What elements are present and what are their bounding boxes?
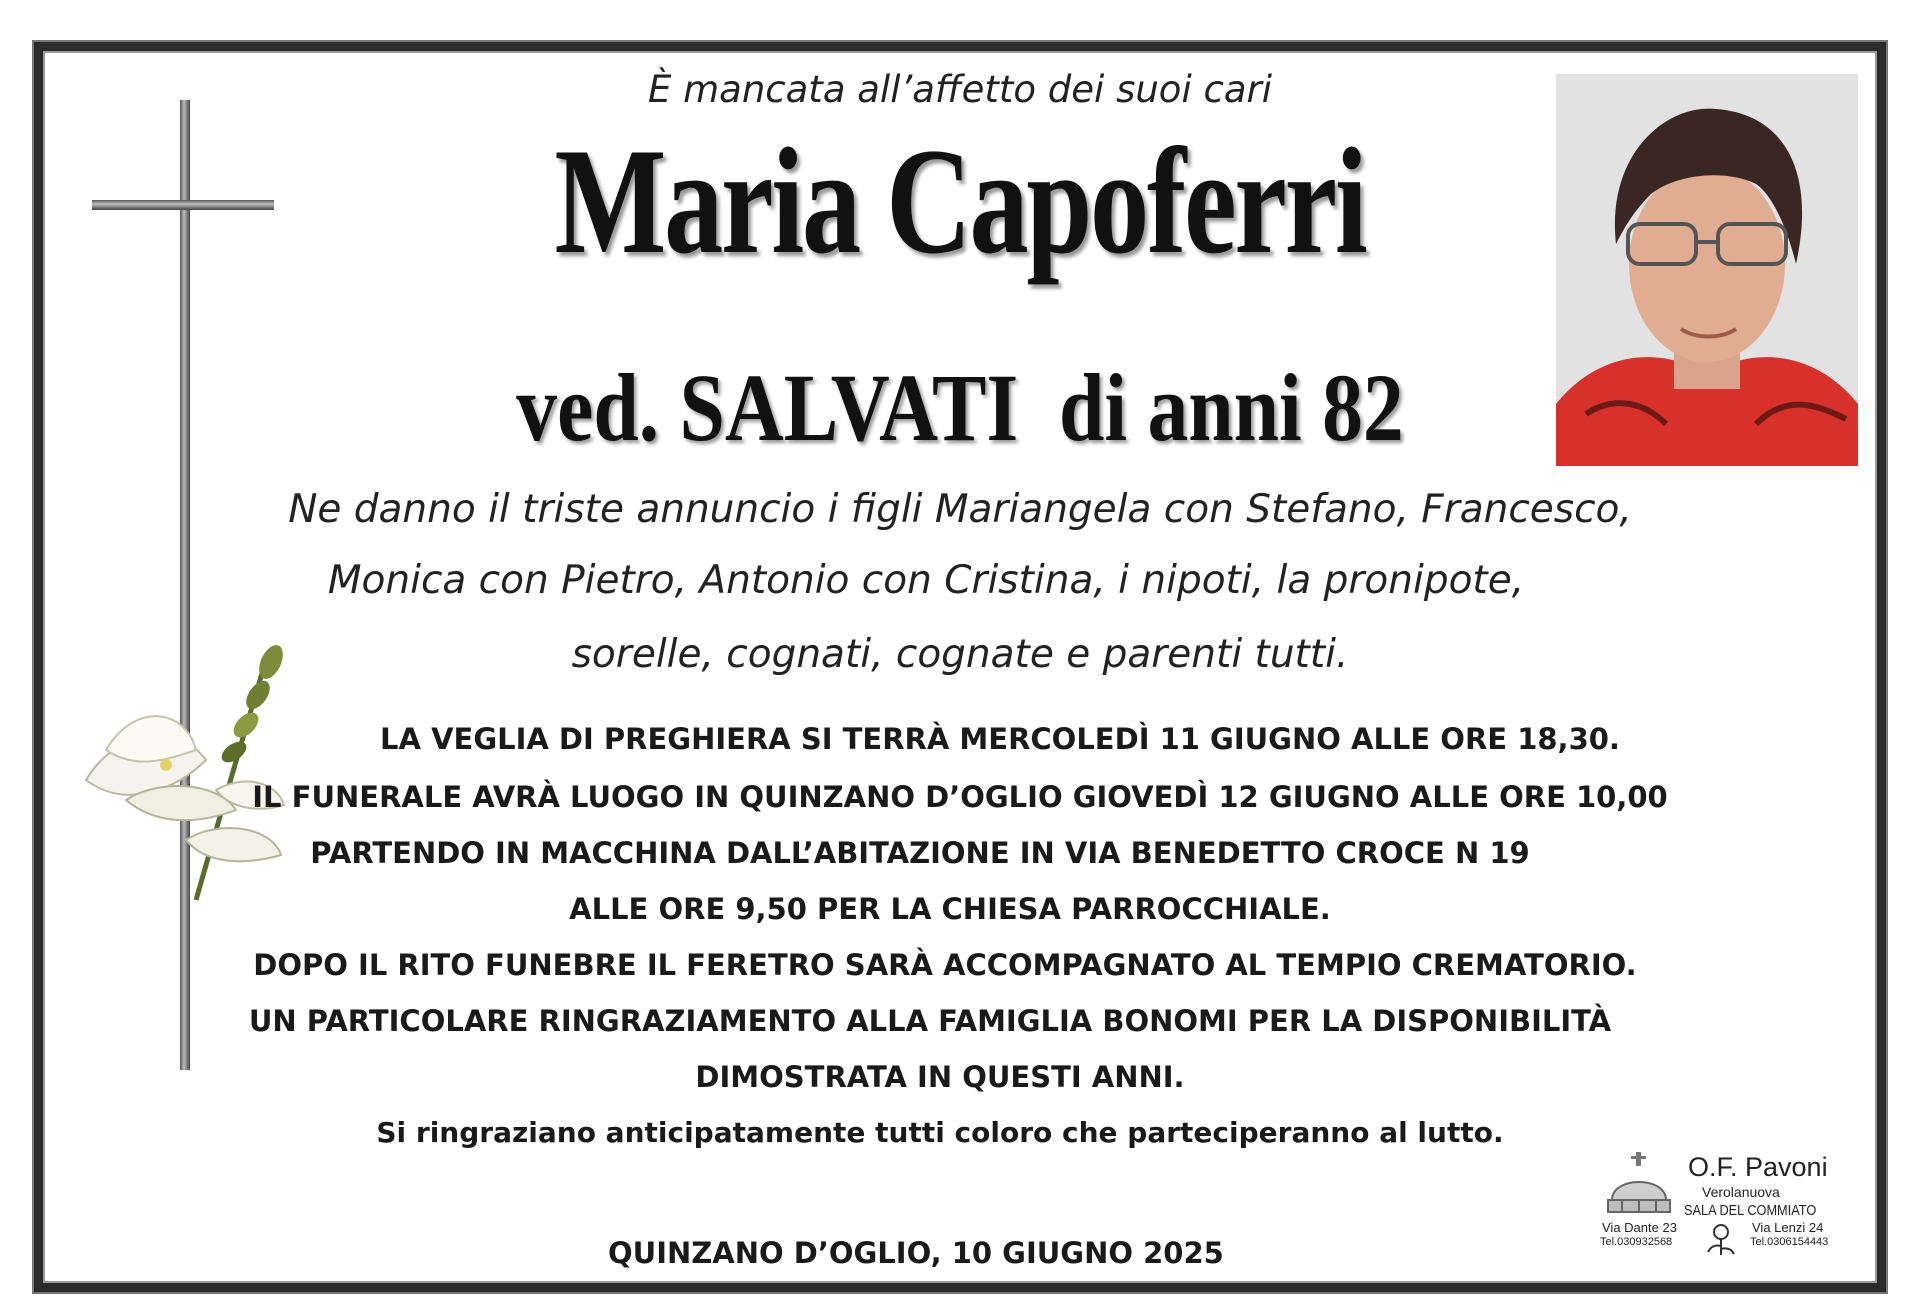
info-line: DIMOSTRATA IN QUESTI ANNI. (695, 1060, 1185, 1094)
info-line: LA VEGLIA DI PREGHIERA SI TERRÀ MERCOLEDÌ 11 GIUGNO ALLE ORE 18,30. (380, 722, 1620, 756)
agency-city: Verolanuova (1702, 1184, 1780, 1200)
announcement-line: Ne danno il triste annuncio i figli Mariangela con Stefano, Francesco, (288, 487, 1632, 532)
agency-address-left: Via Dante 23 (1602, 1220, 1677, 1235)
cross-icon (180, 100, 190, 1070)
agency-phone-right: Tel.0306154443 (1750, 1236, 1829, 1248)
info-line: PARTENDO IN MACCHINA DALL’ABITAZIONE IN VIA BENEDETTO CROCE N 19 (310, 836, 1530, 870)
announcement-line: Monica con Pietro, Antonio con Cristina, i nipoti, la pronipote, (327, 558, 1525, 603)
agency-phone-left: Tel.030932568 (1600, 1236, 1673, 1248)
info-line: UN PARTICOLARE RINGRAZIAMENTO ALLA FAMIGLIA BONOMI PER LA DISPONIBILITÀ (248, 1004, 1612, 1038)
portrait-photo (1556, 74, 1858, 466)
church-dome-icon (1602, 1150, 1676, 1216)
info-line: ALLE ORE 9,50 PER LA CHIESA PARROCCHIALE. (569, 892, 1331, 926)
info-line: IL FUNERALE AVRÀ LUOGO IN QUINZANO D’OGLIO GIOVEDÌ 12 GIUGNO ALLE ORE 10,00 (252, 780, 1668, 814)
announcement-line: sorelle, cognati, cognate e parenti tutti. (571, 632, 1349, 677)
deceased-name: Maria Capoferri (554, 117, 1366, 285)
intro-text: È mancata all’affetto dei suoi cari (647, 68, 1272, 111)
thanks-text: Si ringraziano anticipatamente tutti coloro che parteciperanno al lutto. (376, 1116, 1504, 1149)
place-date: QUINZANO D’OGLIO, 10 GIUGNO 2025 (608, 1236, 1224, 1270)
rose-icon (1704, 1222, 1738, 1256)
agency-address-right: Via Lenzi 24 (1752, 1220, 1824, 1235)
agency-hall: SALA DEL COMMIATO (1684, 1202, 1817, 1219)
info-line: DOPO IL RITO FUNEBRE IL FERETRO SARÀ ACCOMPAGNATO AL TEMPIO CREMATORIO. (253, 948, 1637, 982)
deceased-subtitle: ved. SALVATI di anni 82 (516, 354, 1404, 461)
agency-name: O.F. Pavoni (1688, 1152, 1828, 1182)
agency-logo (1598, 1150, 1848, 1268)
